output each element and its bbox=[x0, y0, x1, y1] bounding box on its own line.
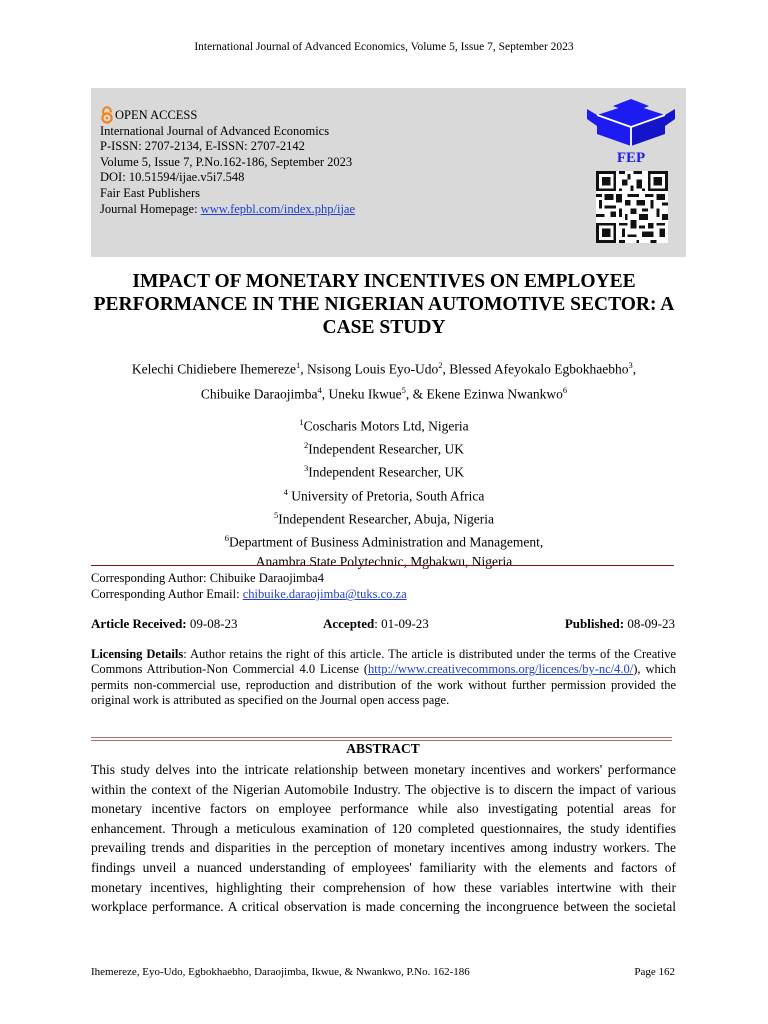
affiliation-item bbox=[80, 436, 688, 459]
page-number: Page 162 bbox=[634, 966, 675, 978]
fep-logo-text: FEP bbox=[616, 150, 646, 166]
homepage-line bbox=[100, 202, 355, 218]
licensing-text-2: ), which permits non-commercial use, reproduction and distribution of the work without further permission provided the original work is attributed as specified on the Journal open access page. bbox=[91, 662, 676, 708]
author-affiliation-marker: 3 bbox=[628, 360, 633, 370]
affiliation-item bbox=[80, 413, 688, 436]
affiliation-marker: 1 bbox=[299, 417, 304, 427]
affiliation-marker: 2 bbox=[303, 440, 309, 451]
journal-info-box bbox=[91, 88, 686, 257]
author-separator: , & bbox=[405, 386, 427, 401]
fep-logo bbox=[585, 96, 677, 168]
affiliation-item bbox=[80, 529, 688, 552]
corresponding-author bbox=[91, 570, 407, 602]
issn-line: P-ISSN: 2707-2134, E-ISSN: 2707-2142 bbox=[100, 139, 305, 154]
author-affiliation-marker: 4 bbox=[317, 384, 322, 395]
affiliation-item bbox=[80, 506, 688, 529]
affiliation-item bbox=[80, 552, 688, 572]
open-access-icon bbox=[100, 106, 114, 124]
affiliation-text: Department of Business Administration and Management, bbox=[229, 534, 544, 550]
affiliation-text: Independent Researcher, UK bbox=[308, 441, 464, 457]
license-link[interactable]: http://www.creativecommons.org/licences/by-nc/4.0/ bbox=[368, 662, 634, 677]
received-label: Article Received: bbox=[91, 616, 187, 631]
volume-line: Volume 5, Issue 7, P.No.162-186, September 2023 bbox=[100, 154, 353, 169]
affiliation-marker: 6 bbox=[224, 533, 230, 544]
licensing-text-1: : Author retains the right of this article. The article is distributed under the terms of the Creative Commons Attribution-Non Commercial 4.0 License ( bbox=[91, 647, 676, 677]
doi-line: DOI: 10.51594/ijae.v5i7.548 bbox=[100, 170, 245, 185]
author-affiliation-marker: 2 bbox=[438, 360, 443, 370]
accepted-value: : 01-09-23 bbox=[374, 616, 429, 631]
accepted-label: Accepted bbox=[323, 616, 375, 631]
licensing-label: Licensing Details bbox=[91, 647, 184, 661]
homepage-link[interactable]: www.fepbl.com/index.php/ijae bbox=[200, 201, 356, 216]
author-affiliation-marker: 6 bbox=[562, 384, 568, 395]
article-dates bbox=[91, 616, 675, 634]
author-name: Uneku Ikwue bbox=[328, 386, 402, 401]
running-header: International Journal of Advanced Economics, Volume 5, Issue 7, September 2023 bbox=[194, 41, 574, 53]
published-label: Published: bbox=[564, 616, 625, 631]
author-name: Ekene Ezinwa Nwankwo bbox=[426, 386, 563, 401]
open-access-row bbox=[100, 108, 355, 124]
affiliation-list bbox=[80, 413, 688, 572]
corresponding-email-label: Corresponding Author Email: bbox=[91, 587, 243, 601]
author-separator: , bbox=[300, 361, 308, 377]
corresponding-email-line bbox=[91, 586, 407, 602]
qr-code bbox=[596, 171, 668, 243]
affiliation-text: University of Pretoria, South Africa bbox=[287, 488, 485, 504]
author-name: Kelechi Chidiebere Ihemereze bbox=[131, 361, 297, 377]
author-name: Blessed Afeyokalo Egbokhaebho bbox=[449, 361, 629, 377]
affiliation-text: Independent Researcher, UK bbox=[308, 464, 464, 480]
author-name: Chibuike Daraojimba bbox=[200, 386, 318, 401]
journal-info-lines bbox=[100, 108, 355, 217]
publisher-line: Fair East Publishers bbox=[100, 185, 200, 200]
affiliation-text: Anambra State Polytechnic, Mgbakwu, Nigeria bbox=[255, 554, 513, 570]
affiliation-item bbox=[80, 459, 688, 482]
licensing-details bbox=[91, 647, 676, 709]
published-date bbox=[565, 616, 675, 632]
corresponding-author-name: Corresponding Author: Chibuike Daraojimba4 bbox=[91, 571, 324, 585]
affiliation-text: Independent Researcher, Abuja, Nigeria bbox=[278, 511, 494, 527]
affiliation-marker: 5 bbox=[274, 509, 279, 520]
author-name: Nsisong Louis Eyo-Udo bbox=[307, 361, 439, 377]
author-list bbox=[80, 355, 688, 404]
accepted-date bbox=[323, 616, 429, 632]
homepage-label: Journal Homepage: bbox=[100, 201, 201, 216]
author-separator: , bbox=[632, 361, 637, 377]
author-affiliation-marker: 5 bbox=[401, 384, 406, 395]
section-divider bbox=[91, 565, 674, 566]
corresponding-email-link[interactable]: chibuike.daraojimba@tuks.co.za bbox=[242, 587, 407, 601]
affiliation-item bbox=[80, 483, 688, 506]
published-value: 08-09-23 bbox=[624, 616, 675, 631]
author-separator: , bbox=[442, 361, 450, 377]
footer-authors: Ihemereze, Eyo-Udo, Egbokhaebho, Daraojimba, Ikwue, & Nwankwo, P.No. 162-186 bbox=[91, 966, 470, 978]
affiliation-marker: 3 bbox=[303, 463, 309, 474]
affiliation-text: Coscharis Motors Ltd, Nigeria bbox=[303, 418, 469, 434]
open-access-label: OPEN ACCESS bbox=[115, 108, 198, 122]
affiliation-marker: 4 bbox=[283, 486, 288, 497]
author-separator: , bbox=[321, 386, 329, 401]
journal-name: International Journal of Advanced Economics bbox=[100, 123, 330, 138]
paper-title: IMPACT OF MONETARY INCENTIVES ON EMPLOYEE PERFORMANCE IN THE NIGERIAN AUTOMOTIVE SECTOR: A CASE STUDY bbox=[93, 271, 675, 338]
received-date bbox=[91, 616, 238, 632]
abstract-text: This study delves into the intricate relationship between monetary incentives and workers' performance within the context of the Nigerian Automobile Industry. The objective is to discern the impact of various monetary incentive factors on employee performance while also investigating potential areas for enhancement. Through a meticulous examination of 120 completed questionnaires, the study identifies prevailing trends and disparities in the perception of monetary incentives among industry workers. The findings unveil a nuanced understanding of employees' familiarity with the elements and factors of monetary incentives, highlighting their comprehension of how these variables intertwine with their workplace performance. A critical observation is made concerning the incongruence between the societal bbox=[91, 762, 676, 915]
author-affiliation-marker: 1 bbox=[296, 360, 301, 370]
received-value: 09-08-23 bbox=[186, 616, 238, 631]
abstract-heading: ABSTRACT bbox=[346, 741, 420, 756]
